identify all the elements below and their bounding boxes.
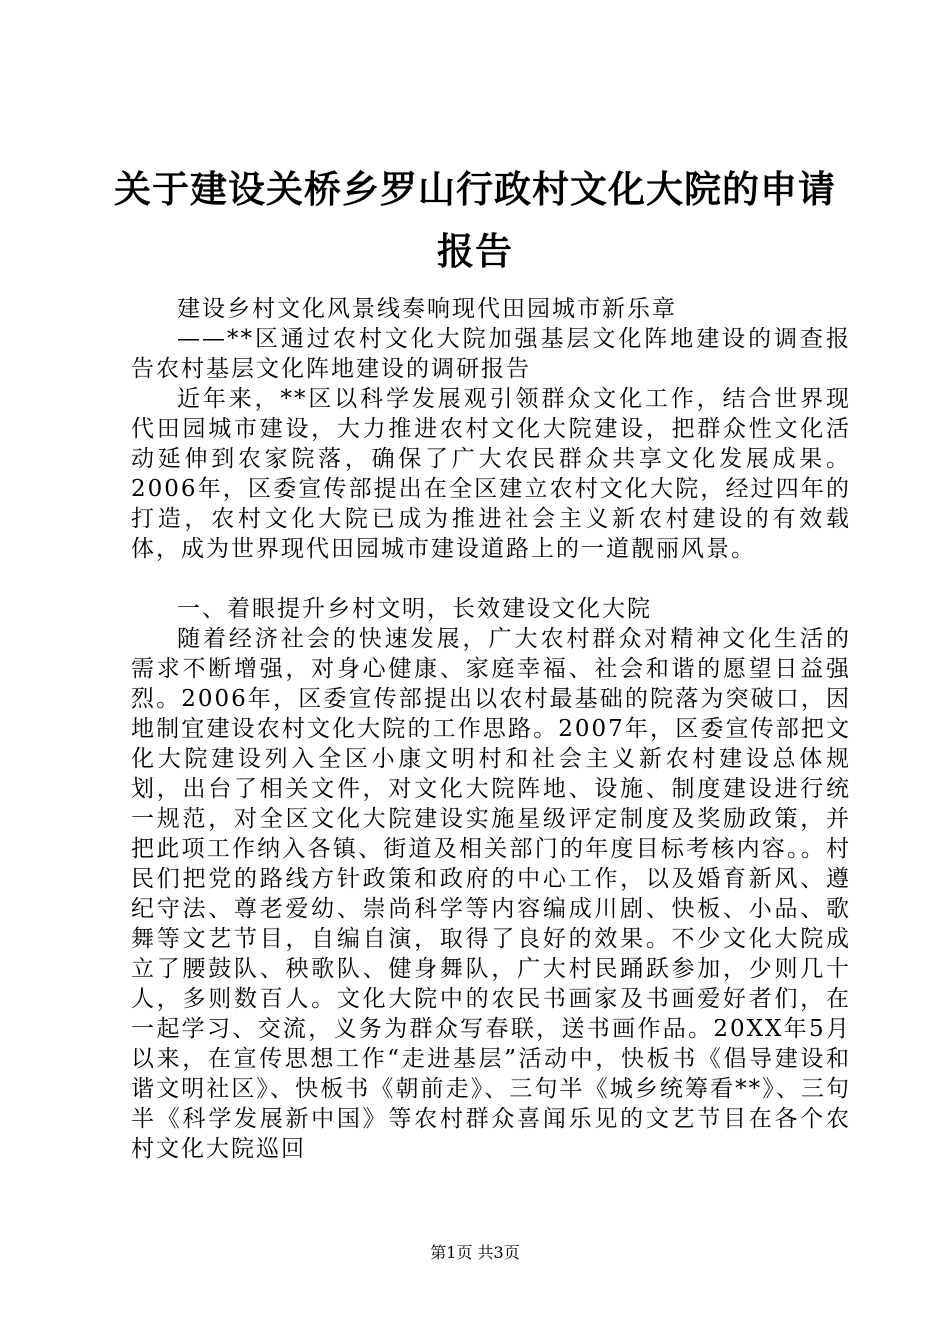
- document-title: 关于建设关桥乡罗山行政村文化大院的申请报告: [114, 167, 836, 273]
- intro-paragraph: 近年来，**区以科学发展观引领群众文化工作，结合世界现代田园城市建设，大力推进农村文化大院建设，把群众性文化活动延伸到农家院落，确保了广大农民群众共享文化发展成果。2006年，区委宣传部提出在全区建立农村文化大院，经过四年的打造，农村文化大院已成为推进社会主义新农村建设的有效载体，成为世界现代田园城市建设道路上的一道靓丽风景。: [131, 386, 851, 562]
- section-1-paragraph: 随着经济社会的快速发展，广大农村群众对精神文化生活的需求不断增强，对身心健康、家庭幸福、社会和谐的愿望日益强烈。2006年，区委宣传部提出以农村最基础的院落为突破口，因地制宜建设农村文化大院的工作思路。2007年，区委宣传部把文化大院建设列入全区小康文明村和社会主义新农村建设总体规划，出台了相关文件，对文化大院阵地、设施、制度建设进行统一规范，对全区文化大院建设实施星级评定制度及奖励政策，并把此项工作纳入各镇、街道及相关部门的年度目标考核内容。。村民们把党的路线方针政策和政府的中心工作，以及婚育新风、遵纪守法、尊老爱幼、崇尚科学等内容编成川剧、快板、小品、歌舞等文艺节目，自编自演，取得了良好的效果。不少文化大院成立了腰鼓队、秧歌队、健身舞队，广大村民踊跃参加，少则几十人，多则数百人。文化大院中的农民书画家及书画爱好者们，在一起学习、交流，义务为群众写春联，送书画作品。20XX年5月以来，在宣传思想工作“走进基层”活动中，快板书《倡导建设和谐文明社区》、快板书《朝前走》、三句半《城乡统筹看**》、三句半《科学发展新中国》等农村群众喜闻乐见的文艺节目在各个农村文化大院巡回: [131, 626, 851, 1162]
- subtitle-paragraph: 建设乡村文化风景线奏响现代田园城市新乐章: [177, 296, 677, 322]
- page-number-footer: 第1页 共3页: [430, 1243, 520, 1262]
- subtitle-byline-paragraph: ——**区通过农村文化大院加强基层文化阵地建设的调查报告农村基层文化阵地建设的调研报告: [131, 326, 851, 382]
- document-body: [131, 294, 851, 1164]
- section-heading-1: 一、着眼提升乡村文明，长效建设文化大院: [177, 596, 652, 622]
